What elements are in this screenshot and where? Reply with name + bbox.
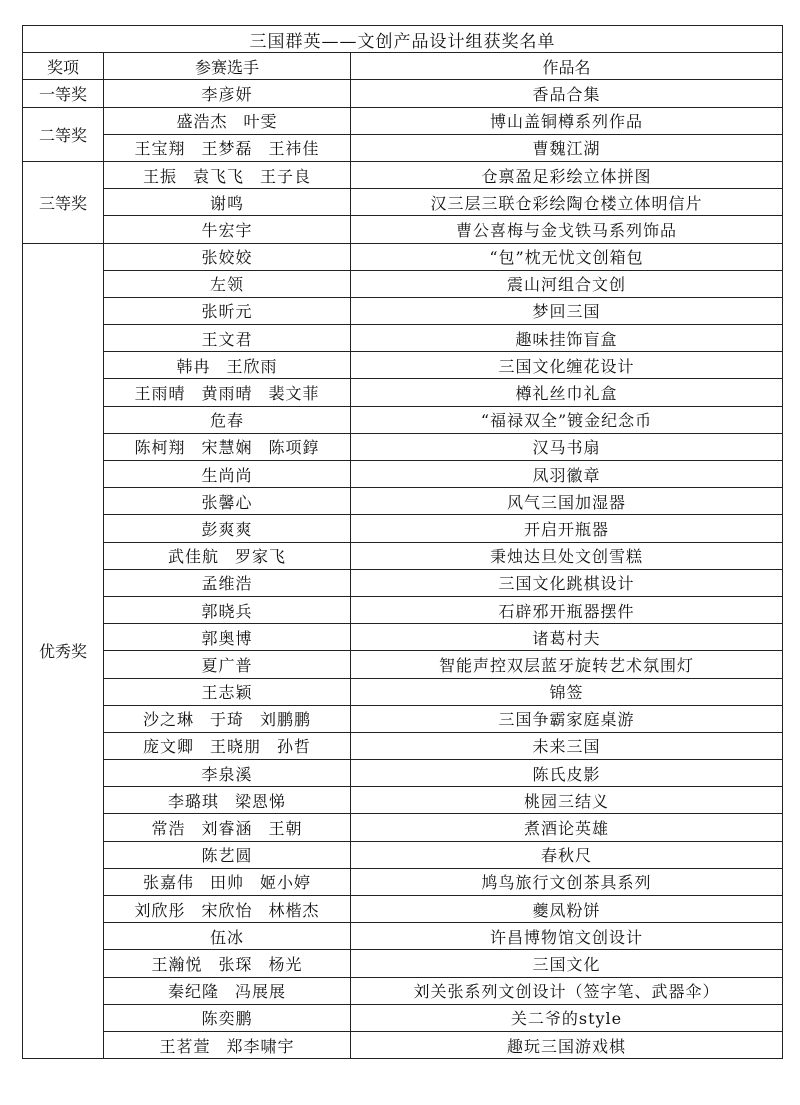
work-title: “包”枕无忧文创箱包 [351, 243, 783, 270]
award-level: 一等奖 [23, 80, 104, 107]
table-row [23, 624, 783, 651]
participants-cell [104, 950, 351, 977]
title-row [23, 26, 783, 53]
work-title: 曹公喜梅与金戈铁马系列饰品 [351, 216, 783, 243]
participant-name: 秦纪隆 [167, 982, 219, 1002]
award-level: 二等奖 [23, 107, 104, 161]
work-title: 许昌博物馆文创设计 [351, 923, 783, 950]
table-row [23, 569, 783, 596]
participant-name: 郑李啸宇 [226, 1036, 295, 1056]
work-title: 春秋尺 [351, 841, 783, 868]
table-row [23, 161, 783, 188]
participant-name: 左领 [209, 275, 244, 295]
table-row [23, 542, 783, 569]
work-title: 开启开瓶器 [351, 515, 783, 542]
participant-name: 刘欣彤 [134, 900, 186, 920]
table-row [23, 134, 783, 161]
participant-name: 罗家飞 [235, 547, 287, 567]
table-row [23, 107, 783, 134]
participant-name: 孙哲 [277, 737, 312, 757]
work-title: 夔凤粉饼 [351, 896, 783, 923]
participant-name: 庞文卿 [142, 737, 194, 757]
participant-name: 王朝 [268, 819, 303, 839]
table-row [23, 1004, 783, 1031]
work-title: 曹魏江湖 [351, 134, 783, 161]
participant-name: 王志颖 [201, 683, 253, 703]
header-participants: 参赛选手 [104, 53, 351, 80]
table-row [23, 243, 783, 270]
participants-cell [104, 379, 351, 406]
participants-cell [104, 596, 351, 623]
work-title: 香品合集 [351, 80, 783, 107]
work-title: 三国文化缠花设计 [351, 352, 783, 379]
participants-cell [104, 569, 351, 596]
work-title: 关二爷的style [351, 1004, 783, 1031]
participant-name: 王文君 [201, 329, 253, 349]
participants-cell [104, 216, 351, 243]
work-title: 桃园三结义 [351, 787, 783, 814]
participant-name: 李彦妍 [201, 84, 253, 104]
participants-cell [104, 760, 351, 787]
work-title: 汉三层三联仓彩绘陶仓楼立体明信片 [351, 189, 783, 216]
work-title: “福禄双全”镀金纪念币 [351, 406, 783, 433]
table-row [23, 868, 783, 895]
table-row [23, 923, 783, 950]
work-title: 趣玩三国游戏棋 [351, 1031, 783, 1058]
participant-name: 于琦 [209, 710, 244, 730]
participants-cell [104, 270, 351, 297]
table-row [23, 80, 783, 107]
table-row [23, 433, 783, 460]
participant-name: 杨光 [268, 954, 303, 974]
participants-cell [104, 352, 351, 379]
participant-name: 裴文菲 [268, 384, 320, 404]
table-row [23, 896, 783, 923]
participants-cell [104, 787, 351, 814]
participants-cell [104, 868, 351, 895]
table-row [23, 325, 783, 352]
work-title: 博山盖铜樽系列作品 [351, 107, 783, 134]
table-row [23, 814, 783, 841]
table-row [23, 732, 783, 759]
participants-cell [104, 651, 351, 678]
participant-name: 王茗萱 [159, 1036, 211, 1056]
table-row [23, 297, 783, 324]
header-level: 奖项 [23, 53, 104, 80]
table-row [23, 596, 783, 623]
participant-name: 田帅 [209, 873, 244, 893]
participant-name: 冯展展 [235, 982, 287, 1002]
participant-name: 陈奕鹏 [201, 1009, 253, 1029]
participant-name: 张姣姣 [201, 248, 253, 268]
participant-name: 王晓朋 [209, 737, 261, 757]
participants-cell [104, 488, 351, 515]
table-row [23, 787, 783, 814]
work-title: 三国文化 [351, 950, 783, 977]
participant-name: 王雨晴 [134, 384, 186, 404]
participants-cell [104, 433, 351, 460]
participant-name: 刘睿涵 [201, 819, 253, 839]
table-row [23, 379, 783, 406]
participant-name: 王子良 [260, 166, 312, 186]
participant-name: 王梦磊 [201, 139, 253, 159]
participant-name: 王瀚悦 [151, 954, 203, 974]
work-title: 智能声控双层蓝牙旋转艺术氛围灯 [351, 651, 783, 678]
work-title: 诸葛村夫 [351, 624, 783, 651]
table-row [23, 270, 783, 297]
table-row [23, 461, 783, 488]
participant-name: 王振 [142, 166, 177, 186]
participant-name: 伍冰 [209, 927, 244, 947]
work-title: 鸠鸟旅行文创茶具系列 [351, 868, 783, 895]
work-title: 石辟邪开瓶器摆件 [351, 596, 783, 623]
award-body [23, 80, 783, 1059]
participants-cell [104, 161, 351, 188]
participants-cell [104, 243, 351, 270]
participants-cell [104, 705, 351, 732]
table-row [23, 678, 783, 705]
work-title: 未来三国 [351, 732, 783, 759]
participant-name: 李泉溪 [201, 764, 253, 784]
participants-cell [104, 1031, 351, 1058]
participant-name: 叶雯 [243, 112, 278, 132]
participant-name: 宋慧娴 [201, 438, 253, 458]
participant-name: 陈艺圆 [201, 846, 253, 866]
participants-cell [104, 923, 351, 950]
work-title: 汉马书扇 [351, 433, 783, 460]
participant-name: 宋欣怡 [201, 900, 253, 920]
participants-cell [104, 1004, 351, 1031]
participant-name: 孟维浩 [201, 574, 253, 594]
participant-name: 沙之琳 [142, 710, 194, 730]
table-row [23, 841, 783, 868]
participant-name: 黄雨晴 [201, 384, 253, 404]
participants-cell [104, 542, 351, 569]
work-title: 锦签 [351, 678, 783, 705]
table-row [23, 977, 783, 1004]
participant-name: 彭爽爽 [201, 519, 253, 539]
participants-cell [104, 325, 351, 352]
work-title: 风气三国加湿器 [351, 488, 783, 515]
participants-cell [104, 189, 351, 216]
participant-name: 林楷杰 [268, 900, 320, 920]
work-title: 仓禀盈足彩绘立体拼图 [351, 161, 783, 188]
participant-name: 王祎佳 [268, 139, 320, 159]
table-title: 三国群英——文创产品设计组获奖名单 [23, 26, 783, 53]
participant-name: 常浩 [151, 819, 186, 839]
table-row [23, 406, 783, 433]
participant-name: 夏广普 [201, 655, 253, 675]
participant-name: 张嘉伟 [142, 873, 194, 893]
participant-name: 李璐琪 [167, 791, 219, 811]
award-level: 三等奖 [23, 161, 104, 243]
participant-name: 生尚尚 [201, 465, 253, 485]
header-row [23, 53, 783, 80]
work-title: 震山河组合文创 [351, 270, 783, 297]
participant-name: 梁恩悌 [235, 791, 287, 811]
participants-cell [104, 624, 351, 651]
table-row [23, 189, 783, 216]
participants-cell [104, 896, 351, 923]
participants-cell [104, 461, 351, 488]
work-title: 秉烛达旦处文创雪糕 [351, 542, 783, 569]
table-row [23, 216, 783, 243]
table-row [23, 1031, 783, 1058]
table-row [23, 488, 783, 515]
participant-name: 韩冉 [176, 356, 211, 376]
participant-name: 张琛 [218, 954, 253, 974]
table-row [23, 705, 783, 732]
work-title: 陈氏皮影 [351, 760, 783, 787]
award-level: 优秀奖 [23, 243, 104, 1059]
participant-name: 郭奥博 [201, 628, 253, 648]
participant-name: 张昕元 [201, 302, 253, 322]
participant-name: 盛浩杰 [176, 112, 228, 132]
work-title: 煮酒论英雄 [351, 814, 783, 841]
participant-name: 袁飞飞 [192, 166, 244, 186]
participants-cell [104, 977, 351, 1004]
participant-name: 陈项錞 [268, 438, 320, 458]
participants-cell [104, 80, 351, 107]
participant-name: 牛宏宇 [201, 220, 253, 240]
table-row [23, 950, 783, 977]
table-row [23, 760, 783, 787]
participants-cell [104, 678, 351, 705]
table-row [23, 515, 783, 542]
participant-name: 郭晓兵 [201, 601, 253, 621]
participant-name: 谢鸣 [209, 193, 244, 213]
table-row [23, 651, 783, 678]
work-title: 刘关张系列文创设计（签字笔、武器伞） [351, 977, 783, 1004]
participants-cell [104, 515, 351, 542]
award-table [22, 25, 783, 1059]
work-title: 三国争霸家庭桌游 [351, 705, 783, 732]
work-title: 樽礼丝巾礼盒 [351, 379, 783, 406]
participant-name: 陈柯翔 [134, 438, 186, 458]
participant-name: 王欣雨 [226, 356, 278, 376]
participant-name: 危春 [209, 411, 244, 431]
participant-name: 姬小婷 [260, 873, 312, 893]
participants-cell [104, 732, 351, 759]
participant-name: 武佳航 [167, 547, 219, 567]
work-title: 梦回三国 [351, 297, 783, 324]
participants-cell [104, 406, 351, 433]
work-title: 三国文化跳棋设计 [351, 569, 783, 596]
participants-cell [104, 134, 351, 161]
participant-name: 张馨心 [201, 492, 253, 512]
table-row [23, 352, 783, 379]
participants-cell [104, 297, 351, 324]
participant-name: 刘鹏鹏 [260, 710, 312, 730]
participant-name: 王宝翔 [134, 139, 186, 159]
work-title: 凤羽徽章 [351, 461, 783, 488]
header-work: 作品名 [351, 53, 783, 80]
work-title: 趣味挂饰盲盒 [351, 325, 783, 352]
participants-cell [104, 107, 351, 134]
participants-cell [104, 814, 351, 841]
participants-cell [104, 841, 351, 868]
